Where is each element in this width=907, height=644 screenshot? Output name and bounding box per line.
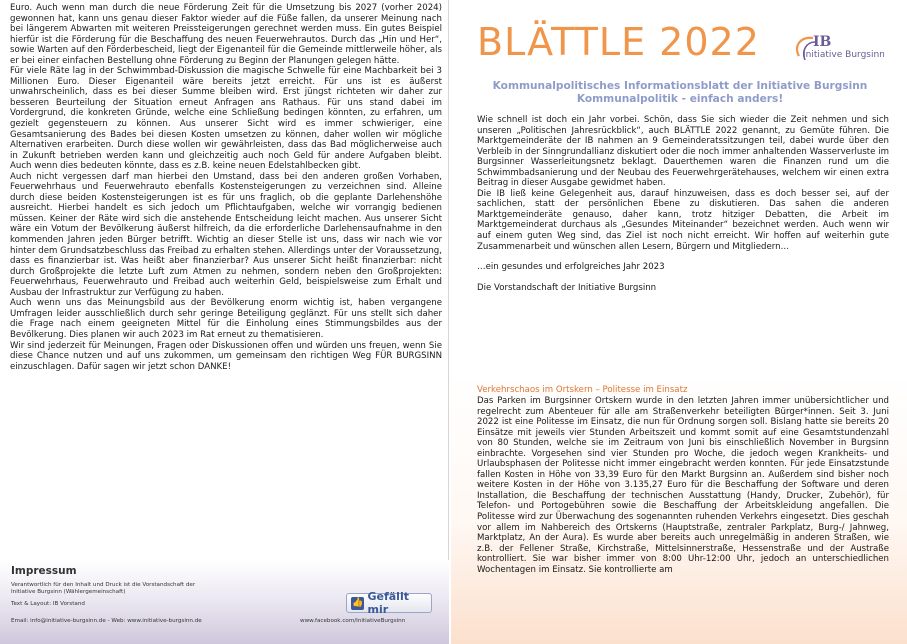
paragraph: Für viele Räte lag in der Schwimmbad-Diskussion die magische Schwelle für eine Machbarkeit bei 3 Millionen Euro. Dieser Eigenanteil wäre bereits jetzt erreicht. Für uns ist es äußerst unwahrscheinlich, dass es bei dieser Summe bleiben wird. Erst jüngst richteten wir daher zur besseren Beurteilung der Situation erneut Anfragen ans Rathaus. Für uns stand dabei im Vordergrund, die konkreten Gründe, welche eine Schließung bedingen könnten, zu erfahren, um gezielt gegensteuern zu können. Aus unserer Sicht wird es immer schwieriger, eine Gesamtsanierung des Bades bei diesen Kosten umsetzen zu können, daher wollen wir mögliche Alternativen erarbeiten. Durch diese wollen wir gewährleisten, dass das Bad möglicherweise auch in Zukunft betrieben werden kann und gleichzeitig auch noch Geld für andere Aufgaben bleibt. Auch wenn dies bedeuten könnte, dass es z.B. keine neuen Edelstahlbecken gibt.	[10, 66, 442, 172]
paragraph: Wir sind jederzeit für Meinungen, Fragen oder Diskussionen offen und würden uns freuen, wenn Sie diese Chance nutzen und auf uns zukommen, um gemeinsam den richtigen Weg FÜR BURGSINN einzuschlagen. Dafür sagen wir jetzt schon DANKE!	[10, 340, 442, 372]
traffic-article-text: Das Parken im Burgsinner Ortskern wurde in den letzten Jahren immer unübersichtlicher und regelrecht zum Abenteuer für alle am Straßenverkehr beteiligten Bürger*innen. Seit 3. Juni 2022 ist eine Politesse im Einsatz, die nun für Ordnung sorgen soll. Bislang hatte sie bereits 20 Einsätze mit jeweils vier Stunden Arbeitszeit und kommt somit auf eine Gesamtstundenzahl von 80 Stunden, welche sie im Zeitraum von Juni bis einschließlich November in Burgsinn einbrachte. Vorgesehen sind vier Stunden pro Woche, die jedoch wegen Krankheits- und Urlaubsphasen der Politesse nicht immer eingebracht werden konnten. Für jede Einsatzstunde fallen Kosten in Höhe von 33,39 Euro für den Markt Burgsinn an. Außerdem sind bisher noch weitere Kosten in der Höhe von 3.135,27 Euro für die Beschaffung der Software und deren Installation, die Beschaffung der technischen Ausstattung (Handy, Drucker, Zubehör), für Telefon- und Portogebühren sowie die Beschaffung der Arbeitskleidung angefallen. Die Politesse wird zur Überwachung des sogenannten ruhenden Verkehrs eingesetzt. Dies geschah vor allem im Nahbereich des Ortskerns (Hauptstraße, zentraler Parkplatz, Burg-/ Jahnweg, Marktplatz, An der Aura). Es wurde aber bereits auch unregelmäßig in anderen Straßen, wie z.B. der Fellener Straße, Kirchstraße, Mittelsinnerstraße, Hessenstraße und der Austraße kontrolliert. Sie war bisher immer von 8:00 Uhr-12:00 Uhr, jedoch an unterschiedlichen Wochentagen im Einsatz. Sie kontrollierte am	[477, 396, 889, 575]
facebook-like-button[interactable]	[346, 590, 432, 616]
impressum-footer	[0, 560, 449, 644]
logo-name-text: Initiative Burgsinn	[803, 50, 885, 60]
facebook-link[interactable]: www.facebook.com/InitiativeBurgsinn	[300, 618, 406, 624]
impressum-contact[interactable]: Email: info@initiative-burgsinn.de - Web: www.initiative-burgsinn.de	[11, 618, 202, 624]
signature: Die Vorstandschaft der Initiative Burgsinn	[477, 282, 657, 293]
left-page	[0, 0, 449, 644]
logo-ib-text: IB	[813, 34, 832, 50]
page-title: BLÄTTLE 2022	[477, 20, 760, 64]
right-page	[451, 0, 907, 644]
impressum-title: Impressum	[11, 565, 77, 577]
thumbs-up-icon: 👍	[352, 597, 364, 608]
subtitle-line-2: Kommunalpolitik - einfach anders!	[576, 92, 784, 105]
new-year-wish: …ein gesundes und erfolgreiches Jahr 2023	[477, 262, 665, 273]
intro-paragraph: Die IB ließ keine Gelegenheit aus, darauf hinzuweisen, dass es doch besser sei, auf der sachlichen, statt der persönlichen Ebene zu diskutieren. Das sahen die anderen Marktgemeinderäte genauso, daher kann, trotz hitziger Debatten, die Arbeit im Marktgemeinderat durchaus als „Gesundes Miteinander“ bezeichnet werden. Auch wenn wir auf einem guten Weg sind, das Ziel ist noch nicht erreicht. Wir hoffen auf weiterhin gute Zusammenarbeit und wünschen allen Lesern, Bürgern und Mitgliedern…	[477, 188, 889, 252]
subtitle	[471, 80, 889, 105]
intro-article	[477, 115, 889, 293]
paragraph: Euro. Auch wenn man durch die neue Förderung Zeit für die Umsetzung bis 2027 (vorher 2024) gewonnen hat, kann uns genau dieser Faktor wieder auf die Füße fallen, da unserer Meinung nach bei längerem Abwarten mit weiteren Preissteigerungen gerechnet werden muss. Ein gutes Beispiel hierfür ist die Förderung für die Beschaffung des neuen Feuerwehrautos. Durch das „Hin und Her“, sowie Warten auf den Förderbescheid, liegt der Eigenanteil für die Gemeinde mittlerweile höher, als er bei einer einfachen Bestellung ohne Förderung zu Beginn der Planungen gelegen hätte.	[10, 3, 442, 66]
subtitle-line-1: Kommunalpolitisches Informationsblatt der Initiative Burgsinn	[492, 80, 868, 92]
impressum-layout: Text & Layout: IB Vorstand	[11, 601, 85, 607]
paragraph: Auch wenn uns das Meinungsbild aus der Bevölkerung enorm wichtig ist, haben vergangene Umfragen leider ausschließlich durch sehr geringe Beteiligung geglänzt. Für uns stellt sich daher die Frage nach einem geeigneten Mittel für die Einholung eines Stimmungsbildes aus der Bevölkerung. Dies planen wir auch 2023 im Rat erneut zu thematisieren.	[10, 298, 442, 340]
initiative-burgsinn-logo	[791, 34, 887, 64]
left-article	[10, 3, 442, 372]
impressum-responsible: Verantwortlich für den Inhalt und Druck ist die Vorstandschaft der	[11, 582, 196, 588]
impressum-organization: Initiative Burgsinn (Wählergemeinschaft)	[11, 589, 126, 595]
intro-paragraph: Wie schnell ist doch ein Jahr vorbei. Schön, dass Sie sich wieder die Zeit nehmen und sich unseren „Politischen Jahresrückblick“, auch BLÄTTLE 2022 genannt, zu Gemüte führen. Die Marktgemeinderäte der IB nahmen an 9 Gemeinderatssitzungen teil, dabei wurde über den Verbleib in der Sinngrundallianz diskutiert oder die noch immer anhaltenden Wasserverluste im Burgsinner Wasserleitungsnetz beklagt. Dauerthemen waren die Finanzen rund um die Schwimmbadsanierung und der Neubau des Feuerwehrgerätehauses, welchem wir einen extra Beitrag in dieser Ausgabe gewidmet haben.	[477, 115, 889, 189]
like-label: Gefällt mir	[367, 590, 409, 616]
paragraph: Auch nicht vergessen darf man hierbei den Umstand, dass bei den anderen großen Vorhaben, Feuerwehrhaus und Feuerwehrauto ebenfalls Kostensteigerungen zu verzeichnen sind. Alleine durch diese beiden Kostensteigerungen ist es für uns fraglich, ob die geplante Darlehenshöhe ausreicht. Hierbei handelt es sich jedoch um Pflichtaufgaben, welche wir vorrangig bedienen müssen. Keiner der Räte wird sich die anstehende Entscheidung leicht machen. Aus unserer Sicht wäre ein Votum der Bevölkerung äußerst hilfreich, da die erforderliche Darlehensaufnahme in den kommenden Jahren jeden Bürger betrifft. Wichtig an dieser Stelle ist uns, dass wir nach wie vor hinter dem Grundsatzbeschluss das Freibad zu erhalten stehen. Allerdings unter der Voraussetzung, dass es finanzierbar ist. Was heißt aber finanzierbar? Aus unserer Sicht heißt finanzierbar: nicht durch Großprojekte die letzte Luft zum Atmen zu nehmen, sondern neben den Großprojekten: Feuerwehrhaus, Feuerwehrauto und Freibad auch weiterhin Geld, beispielsweise zum Erhalt und Ausbau der Infrastruktur zur Verfügung zu haben.	[10, 171, 442, 298]
traffic-article-heading: Verkehrschaos im Ortskern – Politesse im Einsatz	[477, 385, 688, 395]
